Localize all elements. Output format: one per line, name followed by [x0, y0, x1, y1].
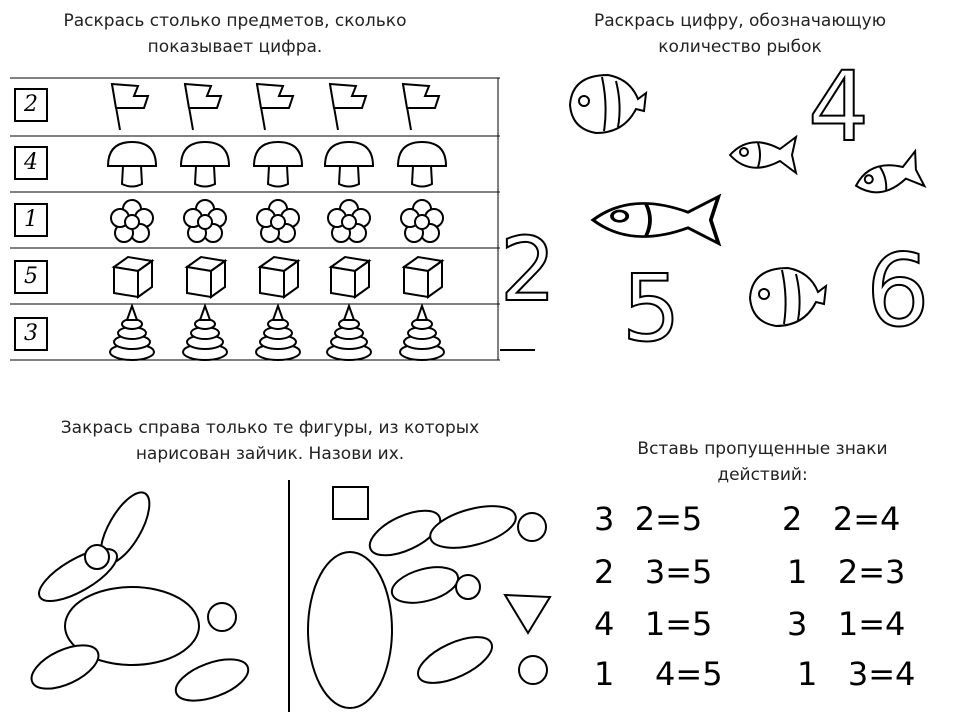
cube-icon — [260, 257, 298, 297]
equation-right-1: 2 2=4 — [782, 500, 901, 538]
pyramid-toy-icon — [327, 306, 371, 360]
section3-title-line1: Закрась справа только те фигуры, из которых — [60, 418, 480, 438]
digit-box-row4: 5 — [14, 260, 48, 294]
row4-cubes — [114, 257, 442, 297]
mushroom-icon — [398, 142, 446, 187]
flag-icon — [185, 84, 221, 130]
equation-right-2: 1 2=3 — [787, 553, 906, 591]
mushroom-icon — [108, 142, 156, 187]
flag-icon — [403, 84, 439, 130]
section2-title-line1: Раскрась цифру, обозначающую — [593, 11, 887, 31]
mushroom-icon — [254, 142, 302, 187]
equation-right-3: 3 1=4 — [787, 605, 906, 643]
flag-icon — [257, 84, 293, 130]
pyramid-toy-icon — [110, 306, 154, 360]
pyramid-toy-icon — [400, 306, 444, 360]
circle-shape — [456, 575, 480, 599]
section4-title-line1: Вставь пропущенные знаки — [637, 439, 888, 459]
shape-options — [308, 487, 550, 708]
bunny-eye — [85, 545, 109, 569]
oval-shape — [412, 628, 499, 693]
flower-icon — [401, 200, 443, 242]
angelfish-icon — [570, 75, 646, 133]
row2-mushrooms — [108, 142, 446, 187]
equation-left-1: 3 2=5 — [594, 500, 703, 538]
section1-title-line2: показывает цифра. — [147, 37, 323, 57]
bunny-paw — [170, 651, 253, 709]
mushroom-icon — [325, 142, 373, 187]
section2-title-line2: количество рыбок — [658, 37, 822, 57]
equation-left-4: 1 4=5 — [594, 655, 723, 693]
digit-box-row3: 1 — [14, 203, 48, 237]
section3-title-line2: нарисован зайчик. Назови их. — [135, 444, 405, 464]
digit-2-outline: 2 — [500, 218, 556, 321]
row3-flowers — [111, 200, 443, 242]
equation-left-3: 4 1=5 — [594, 605, 713, 643]
mushroom-icon — [181, 142, 229, 187]
digit-5-outline: 5 — [622, 255, 681, 362]
equation-right-4: 1 3=4 — [797, 655, 916, 693]
angelfish-icon — [750, 268, 826, 326]
digit-6-outline: 6 — [866, 232, 930, 349]
pyramid-toy-icon — [183, 306, 227, 360]
large-fish-icon — [593, 197, 718, 244]
flag-icon — [330, 84, 366, 130]
oval-shape — [388, 561, 462, 610]
flag-icon — [112, 84, 148, 130]
cube-icon — [114, 257, 152, 297]
cube-icon — [187, 257, 225, 297]
triangle-shape — [505, 595, 550, 633]
cube-icon — [404, 257, 442, 297]
oval-shape — [426, 498, 520, 556]
circle-shape — [518, 513, 546, 541]
flower-icon — [328, 200, 370, 242]
section4-title-line2: действий: — [717, 465, 808, 485]
flower-icon — [111, 200, 153, 242]
big-oval-shape — [308, 552, 392, 708]
digit-box-row1: 2 — [14, 88, 48, 122]
circle-shape — [519, 656, 547, 684]
section1-title-line1: Раскрась столько предметов, сколько — [63, 11, 407, 31]
digit-box-row2: 4 — [14, 146, 48, 180]
cube-icon — [331, 257, 369, 297]
digit-4-outline: 4 — [808, 51, 870, 163]
pyramid-toy-icon — [256, 306, 300, 360]
flower-icon — [257, 200, 299, 242]
square-shape — [333, 487, 368, 519]
row5-pyramids — [110, 306, 444, 360]
fish-icon — [730, 137, 796, 173]
row1-flags — [112, 84, 439, 130]
digit-box-row5: 3 — [14, 317, 48, 351]
equation-left-2: 2 3=5 — [594, 553, 713, 591]
flower-icon — [184, 200, 226, 242]
bunny-figure — [25, 485, 253, 709]
bunny-tail — [208, 603, 236, 631]
